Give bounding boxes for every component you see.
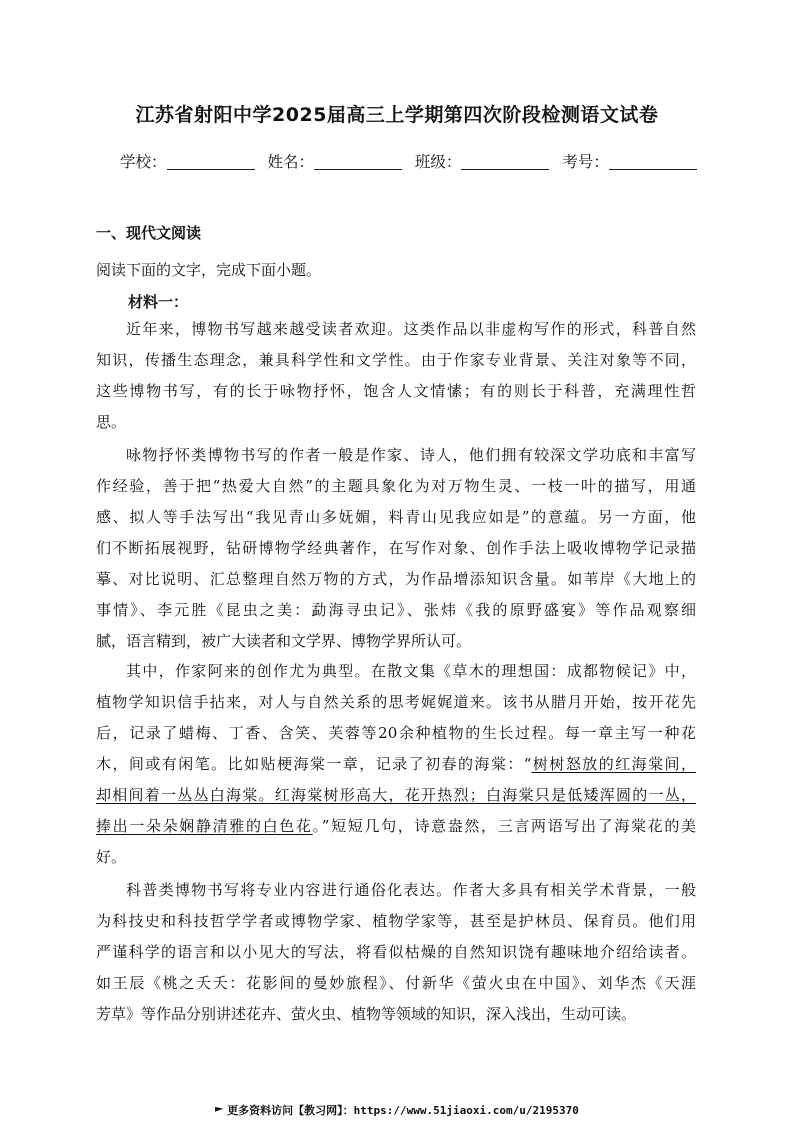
text-line: 摹、对比说明、汇总整理自然万物的方式，为作品增添知识含量。如苇岸《大地上的 (96, 570, 696, 588)
name-label: 姓名： (267, 153, 314, 171)
paragraph-3 (96, 656, 696, 873)
text-line: 植物学知识信手拈来，对人与自然关系的思考娓娓道来。该书从腊月开始，按开花先 (96, 693, 696, 711)
number-field[interactable] (562, 150, 697, 172)
material-label: 材料一： (128, 293, 189, 311)
footer-text[interactable]: 更多资料访问【教习网】：https://www.51jiaoxi.com/u/2195370 (227, 1104, 579, 1117)
name-blank[interactable] (314, 153, 402, 170)
underlined-quote: 捧出一朵朵娴静清雅的白色花 (96, 817, 313, 835)
text-segment: 。”短短几句，诗意盎然，三言两语写出了海棠花的美 (312, 817, 696, 835)
text-line: 事情》、李元胜《昆虫之美：勐海寻虫记》、张炜《我的原野盛宴》等作品观察细 (96, 601, 696, 619)
text-line: 严谨科学的语言和以小见大的写法，将看似枯燥的自然知识饶有趣味地介绍给读者。 (96, 943, 696, 961)
text-line: 后，记录了蜡梅、丁香、含笑、芙蓉等20余种植物的生长过程。每一章主写一种花 (96, 724, 696, 742)
text-line (96, 780, 696, 811)
text-line: 感、拟人等手法写出“我见青山多妩媚，料青山见我应如是”的意蕴。另一方面，他 (96, 508, 696, 526)
flag-icon (215, 1107, 223, 1115)
class-field[interactable] (415, 150, 550, 172)
text-line: 这些博物书写，有的长于咏物抒怀，饱含人文情愫；有的则长于科普，充满理性哲 (96, 382, 696, 400)
text-line: 近年来，博物书写越来越受读者欢迎。这类作品以非虚构写作的形式，科普自然 (126, 320, 696, 338)
class-blank[interactable] (461, 153, 549, 170)
number-blank[interactable] (609, 153, 697, 170)
section-heading: 一、现代文阅读 (96, 224, 202, 242)
school-blank[interactable] (167, 153, 255, 170)
reading-instruction: 阅读下面的文字，完成下面小题。 (96, 261, 322, 279)
class-label: 班级： (414, 153, 462, 171)
text-line: 如王辰《桃之夭夭：花影间的曼妙旅程》、付新华《萤火虫在中国》、刘华杰《天涯 (96, 974, 696, 992)
text-line: 腻，语言精到，被广大读者和文学界、博物学界所认可。 (96, 632, 472, 650)
text-line: 芳草》等作品分别讲述花卉、萤火虫、植物等领域的知识，深入浅出，生动可读。 (96, 1005, 637, 1023)
school-field[interactable] (120, 150, 255, 172)
text-line: 知识，传播生态理念，兼具科学性和文学性。由于作家专业背景、关注对象等不同， (96, 351, 696, 369)
text-line: 好。 (96, 848, 127, 866)
text-line: 们不断拓展视野，钻研博物学经典著作，在写作对象、创作手法上吸收博物学记录描 (96, 539, 696, 557)
text-line (96, 749, 696, 780)
name-field[interactable] (267, 150, 402, 172)
text-segment: 木，间或有闲笔。比如贴梗海棠一章，记录了初春的海棠：“ (96, 755, 532, 773)
text-line: 为科技史和科技哲学学者或博物学家、植物学家等，甚至是护林员、保育员。他们用 (96, 912, 696, 930)
paragraph-4 (96, 875, 696, 1030)
exam-title: 江苏省射阳中学2025届高三上学期第四次阶段检测语文试卷 (135, 104, 659, 126)
footer-link[interactable] (0, 1102, 794, 1118)
school-label: 学校： (120, 153, 167, 171)
paragraph-2 (96, 440, 696, 657)
text-line: 科普类博物书写将专业内容进行通俗化表达。作者大多具有相关学术背景，一般 (126, 881, 696, 899)
number-label: 考号： (562, 153, 609, 171)
text-line: 作经验，善于把“热爱大自然”的主题具象化为对万物生灵、一枝一叶的描写，用通 (96, 477, 696, 495)
underlined-quote: 却相间着一丛丛白海棠。红海棠树形高大，花开热烈；白海棠只是低矮浑圆的一丛， (96, 786, 696, 804)
text-line: 思。 (96, 413, 127, 431)
text-line (96, 811, 696, 842)
paragraph-1 (96, 314, 696, 438)
underlined-quote: 树树怒放的红海棠间， (531, 755, 696, 773)
student-info-row (120, 150, 680, 174)
text-line: 其中，作家阿来的创作尤为典型。在散文集《草木的理想国：成都物候记》中， (126, 662, 696, 680)
text-line: 咏物抒怀类博物书写的作者一般是作家、诗人，他们拥有较深文学功底和丰富写 (126, 446, 696, 464)
